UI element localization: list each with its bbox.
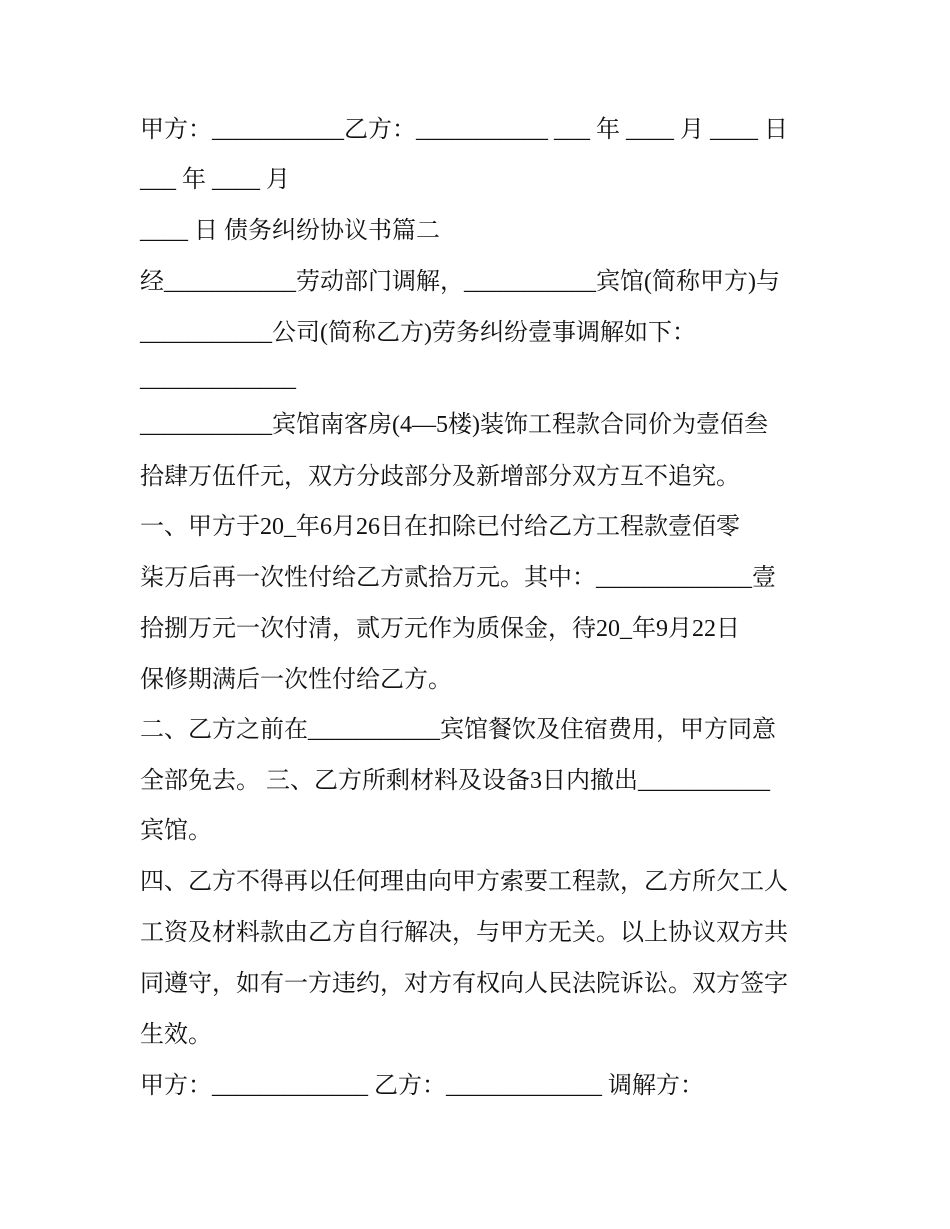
clause-1-line: 一、甲方于20_年6月26日在扣除已付给乙方工程款壹佰零 bbox=[140, 514, 740, 540]
clause-1-line: 柒万后再一次性付给乙方贰拾万元。其中：_____________壹 bbox=[140, 565, 776, 591]
clause-2-line: 二、乙方之前在___________宾馆餐饮及住宿费用，甲方同意 bbox=[140, 717, 776, 743]
clause-4-line: 工资及材料款由乙方自行解决，与甲方无关。以上协议双方共 bbox=[140, 920, 788, 946]
signature-date-line: 甲方：___________乙方：___________ ___ 年 ____ 月 ____ 日 bbox=[140, 117, 788, 143]
paragraph-line: 拾肆万伍仟元，双方分歧部分及新增部分双方互不追究。 bbox=[140, 464, 740, 490]
signature-line: 甲方：_____________ 乙方：_____________ 调解方： bbox=[140, 1073, 704, 1099]
clause-4-line: 同遵守，如有一方违约，对方有权向人民法院诉讼。双方签字 bbox=[140, 971, 788, 997]
clause-1-line: 保修期满后一次性付给乙方。 bbox=[140, 667, 452, 693]
clause-3-line: 全部免去。 三、乙方所剩材料及设备3日内撤出___________ bbox=[140, 768, 770, 794]
clause-4-line: 生效。 bbox=[140, 1022, 212, 1048]
clause-3-line: 宾馆。 bbox=[140, 818, 212, 844]
paragraph-line: ___________公司(简称乙方)劳务纠纷壹事调解如下： bbox=[140, 320, 696, 346]
date-line: ___ 年 ____ 月 bbox=[140, 167, 290, 193]
section-title-line: ____ 日 债务纠纷协议书篇二 bbox=[140, 218, 440, 244]
paragraph-line: 经___________劳动部门调解，___________宾馆(简称甲方)与 bbox=[140, 269, 780, 295]
clause-4-line: 四、乙方不得再以任何理由向甲方索要工程款，乙方所欠工人 bbox=[140, 869, 788, 895]
paragraph-line: ___________宾馆南客房(4—5楼)装饰工程款合同价为壹佰叁 bbox=[140, 412, 768, 438]
blank-line: _____________ bbox=[140, 366, 296, 392]
clause-1-line: 拾捌万元一次付清，贰万元作为质保金，待20_年9月22日 bbox=[140, 616, 740, 642]
